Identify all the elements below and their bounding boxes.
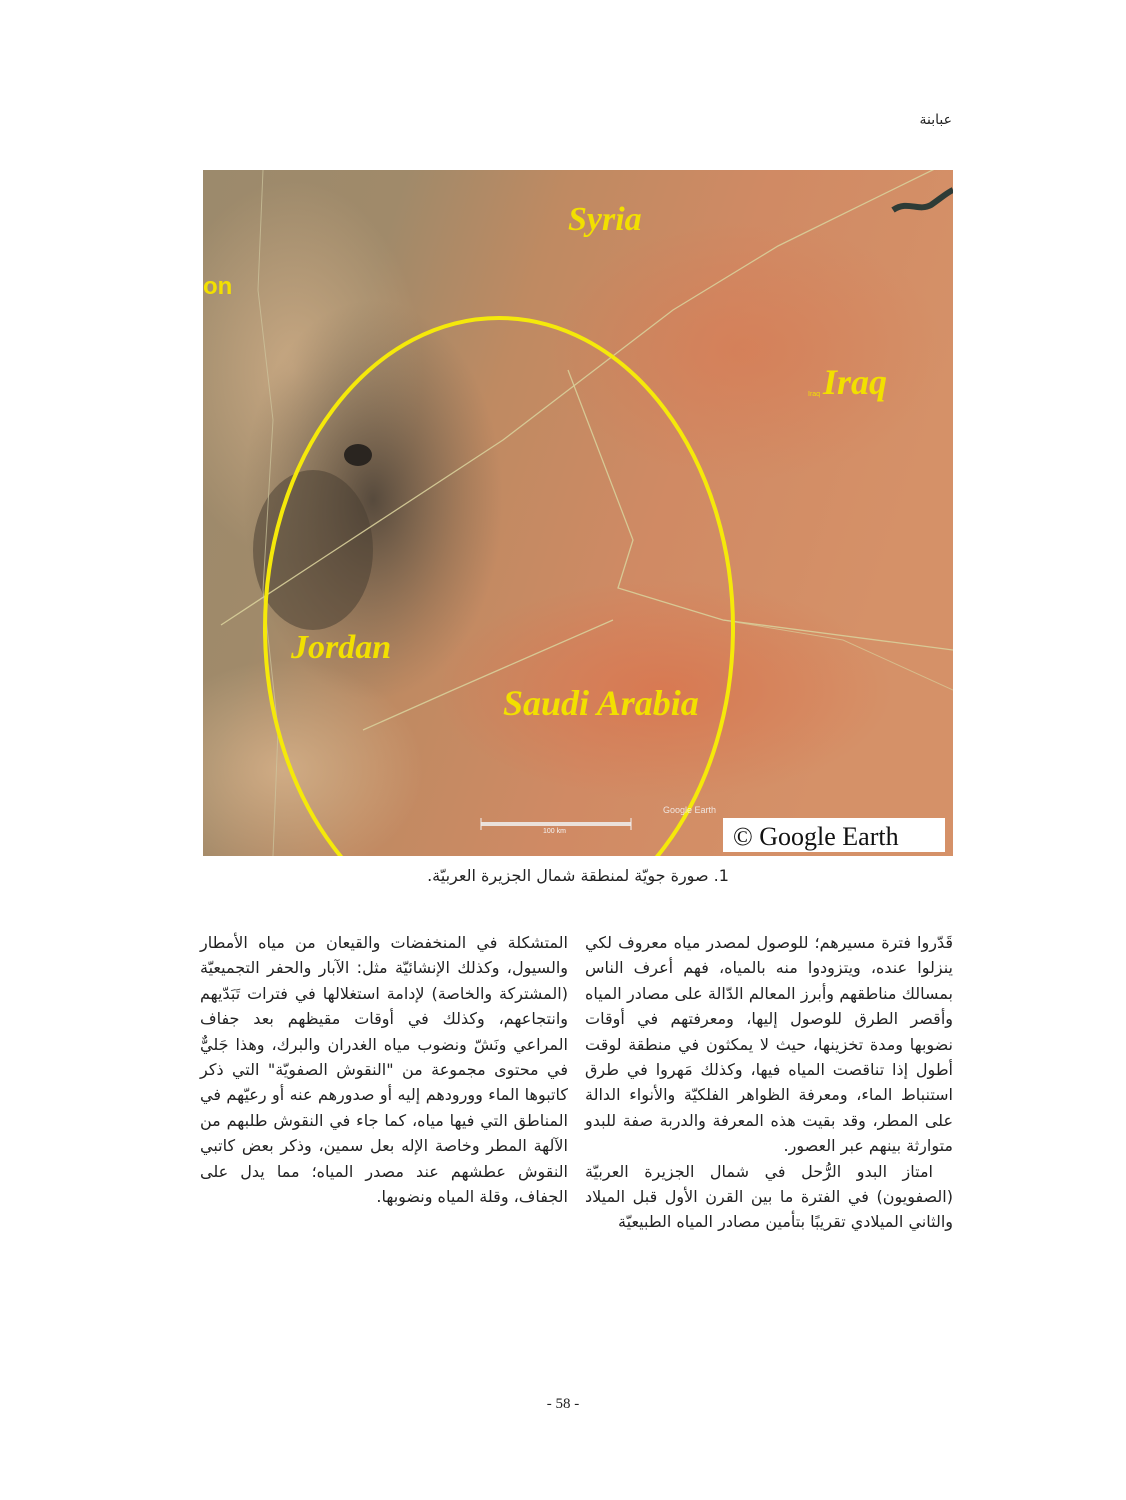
running-head-author: عبابنة (919, 112, 952, 128)
text-column-right (585, 930, 953, 1235)
satellite-map-figure (203, 170, 953, 856)
label-lebanon-partial: on (203, 273, 233, 300)
label-saudi-arabia: Saudi Arabia (503, 683, 699, 723)
label-iraq: Iraq (823, 362, 888, 402)
paragraph: المتشكلة في المنخفضات والقيعان من مياه الأمطار والسيول، وكذلك الإنشائيّة مثل: الآبار والحفر التجميعيّة (المشتركة والخاصة) لإدامة استغلالها في فترات تَبَدّيهم وانتجاعهم، وكذلك في أوقات مقيظهم بعد جفاف المراعي ونَشّ ونضوب مياه الغدران والبرك، وهذا جَليٌّ في محتوى مجموعة من "النقوش الصفويّة" التي ذكر كاتبوها الماء وورودهم إليه أو صدورهم عنه أو رعيّهم في المناطق التي فيها مياه، كما جاء في النقوش طلبهم من الآلهة المطر وخاصة الإله بعل سمين، وذكر بعض كاتبي النقوش عطشهم عند مصدر المياه؛ مما يدل على الجفاف، وقلة المياه ونضوبها. (200, 933, 568, 1207)
figure-caption: 1. صورة جويّة لمنطقة شمال الجزيرة العربيّة. (427, 866, 729, 885)
watermark-small: Google Earth (663, 805, 717, 815)
paragraph: قَدّروا فترة مسيرهم؛ للوصول لمصدر مياه معروف لكي ينزلوا عنده، ويتزودوا منه بالمياه، فهم أعرف الناس بمسالك مناطقهم وأبرز المعالم الدّالة على مصادر المياه وأقصر الطرق للوصول إليها، ومعرفتهم في أوقات نضوبها ومدة تخزينها، حيث لا يمكثون في منطقة لوقت أطول إذا تناقصت المياه فيها، وكذلك مَهروا في طرق استنباط الماء، ومعرفة الظواهر الفلكيّة والأنواء الدالة على المطر، وقد بقيت هذه المعرفة والدربة صفة للبدو متوارثة بينهم عبر العصور. (585, 933, 953, 1156)
satellite-map (203, 170, 953, 856)
dark-crater (344, 444, 372, 466)
text-column-left (200, 930, 568, 1209)
label-iraq-small: Iraq (808, 391, 821, 398)
paragraph: امتاز البدو الرُّحل في شمال الجزيرة العربيّة (الصفويون) في الفترة ما بين القرن الأول قبل الميلاد والثاني الميلادي تقريبًا بتأمين مصادر المياه الطبيعيّة (585, 1161, 953, 1232)
label-syria: Syria (568, 201, 642, 238)
copyright-text: © Google Earth (733, 822, 899, 851)
page-number: - 58 - (546, 1396, 580, 1412)
label-jordan: Jordan (291, 629, 392, 666)
scale-label: 100 km (543, 828, 566, 835)
